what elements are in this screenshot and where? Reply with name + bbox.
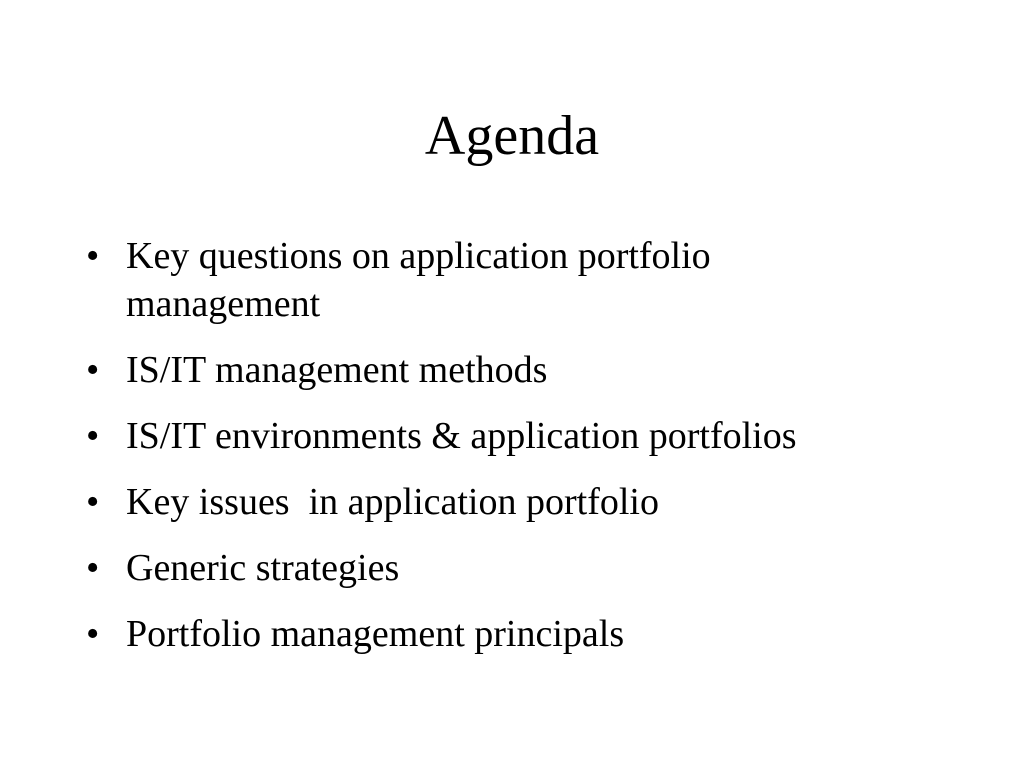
list-item	[86, 346, 986, 394]
list-item-text: Key issues in application portfolio	[126, 481, 659, 523]
bullet-icon: •	[86, 547, 100, 589]
list-item-text: IS/IT environments & application portfolios	[126, 415, 797, 457]
list-item-text: Key questions on application portfolio management	[126, 235, 721, 325]
slide-title: Agenda	[424, 105, 600, 167]
list-item	[86, 232, 986, 328]
list-item-text: Generic strategies	[126, 547, 400, 589]
bullet-icon: •	[86, 481, 100, 523]
bullet-icon: •	[86, 613, 100, 655]
bullet-icon: •	[86, 349, 100, 391]
list-item-text: Portfolio management principals	[126, 613, 625, 655]
list-item	[86, 544, 986, 592]
bullet-icon: •	[86, 235, 100, 277]
list-item-text: IS/IT management methods	[126, 349, 548, 391]
list-item	[86, 412, 986, 460]
bullet-icon: •	[86, 415, 100, 457]
list-item	[86, 610, 986, 658]
list-item	[86, 478, 986, 526]
agenda-list	[86, 232, 986, 676]
